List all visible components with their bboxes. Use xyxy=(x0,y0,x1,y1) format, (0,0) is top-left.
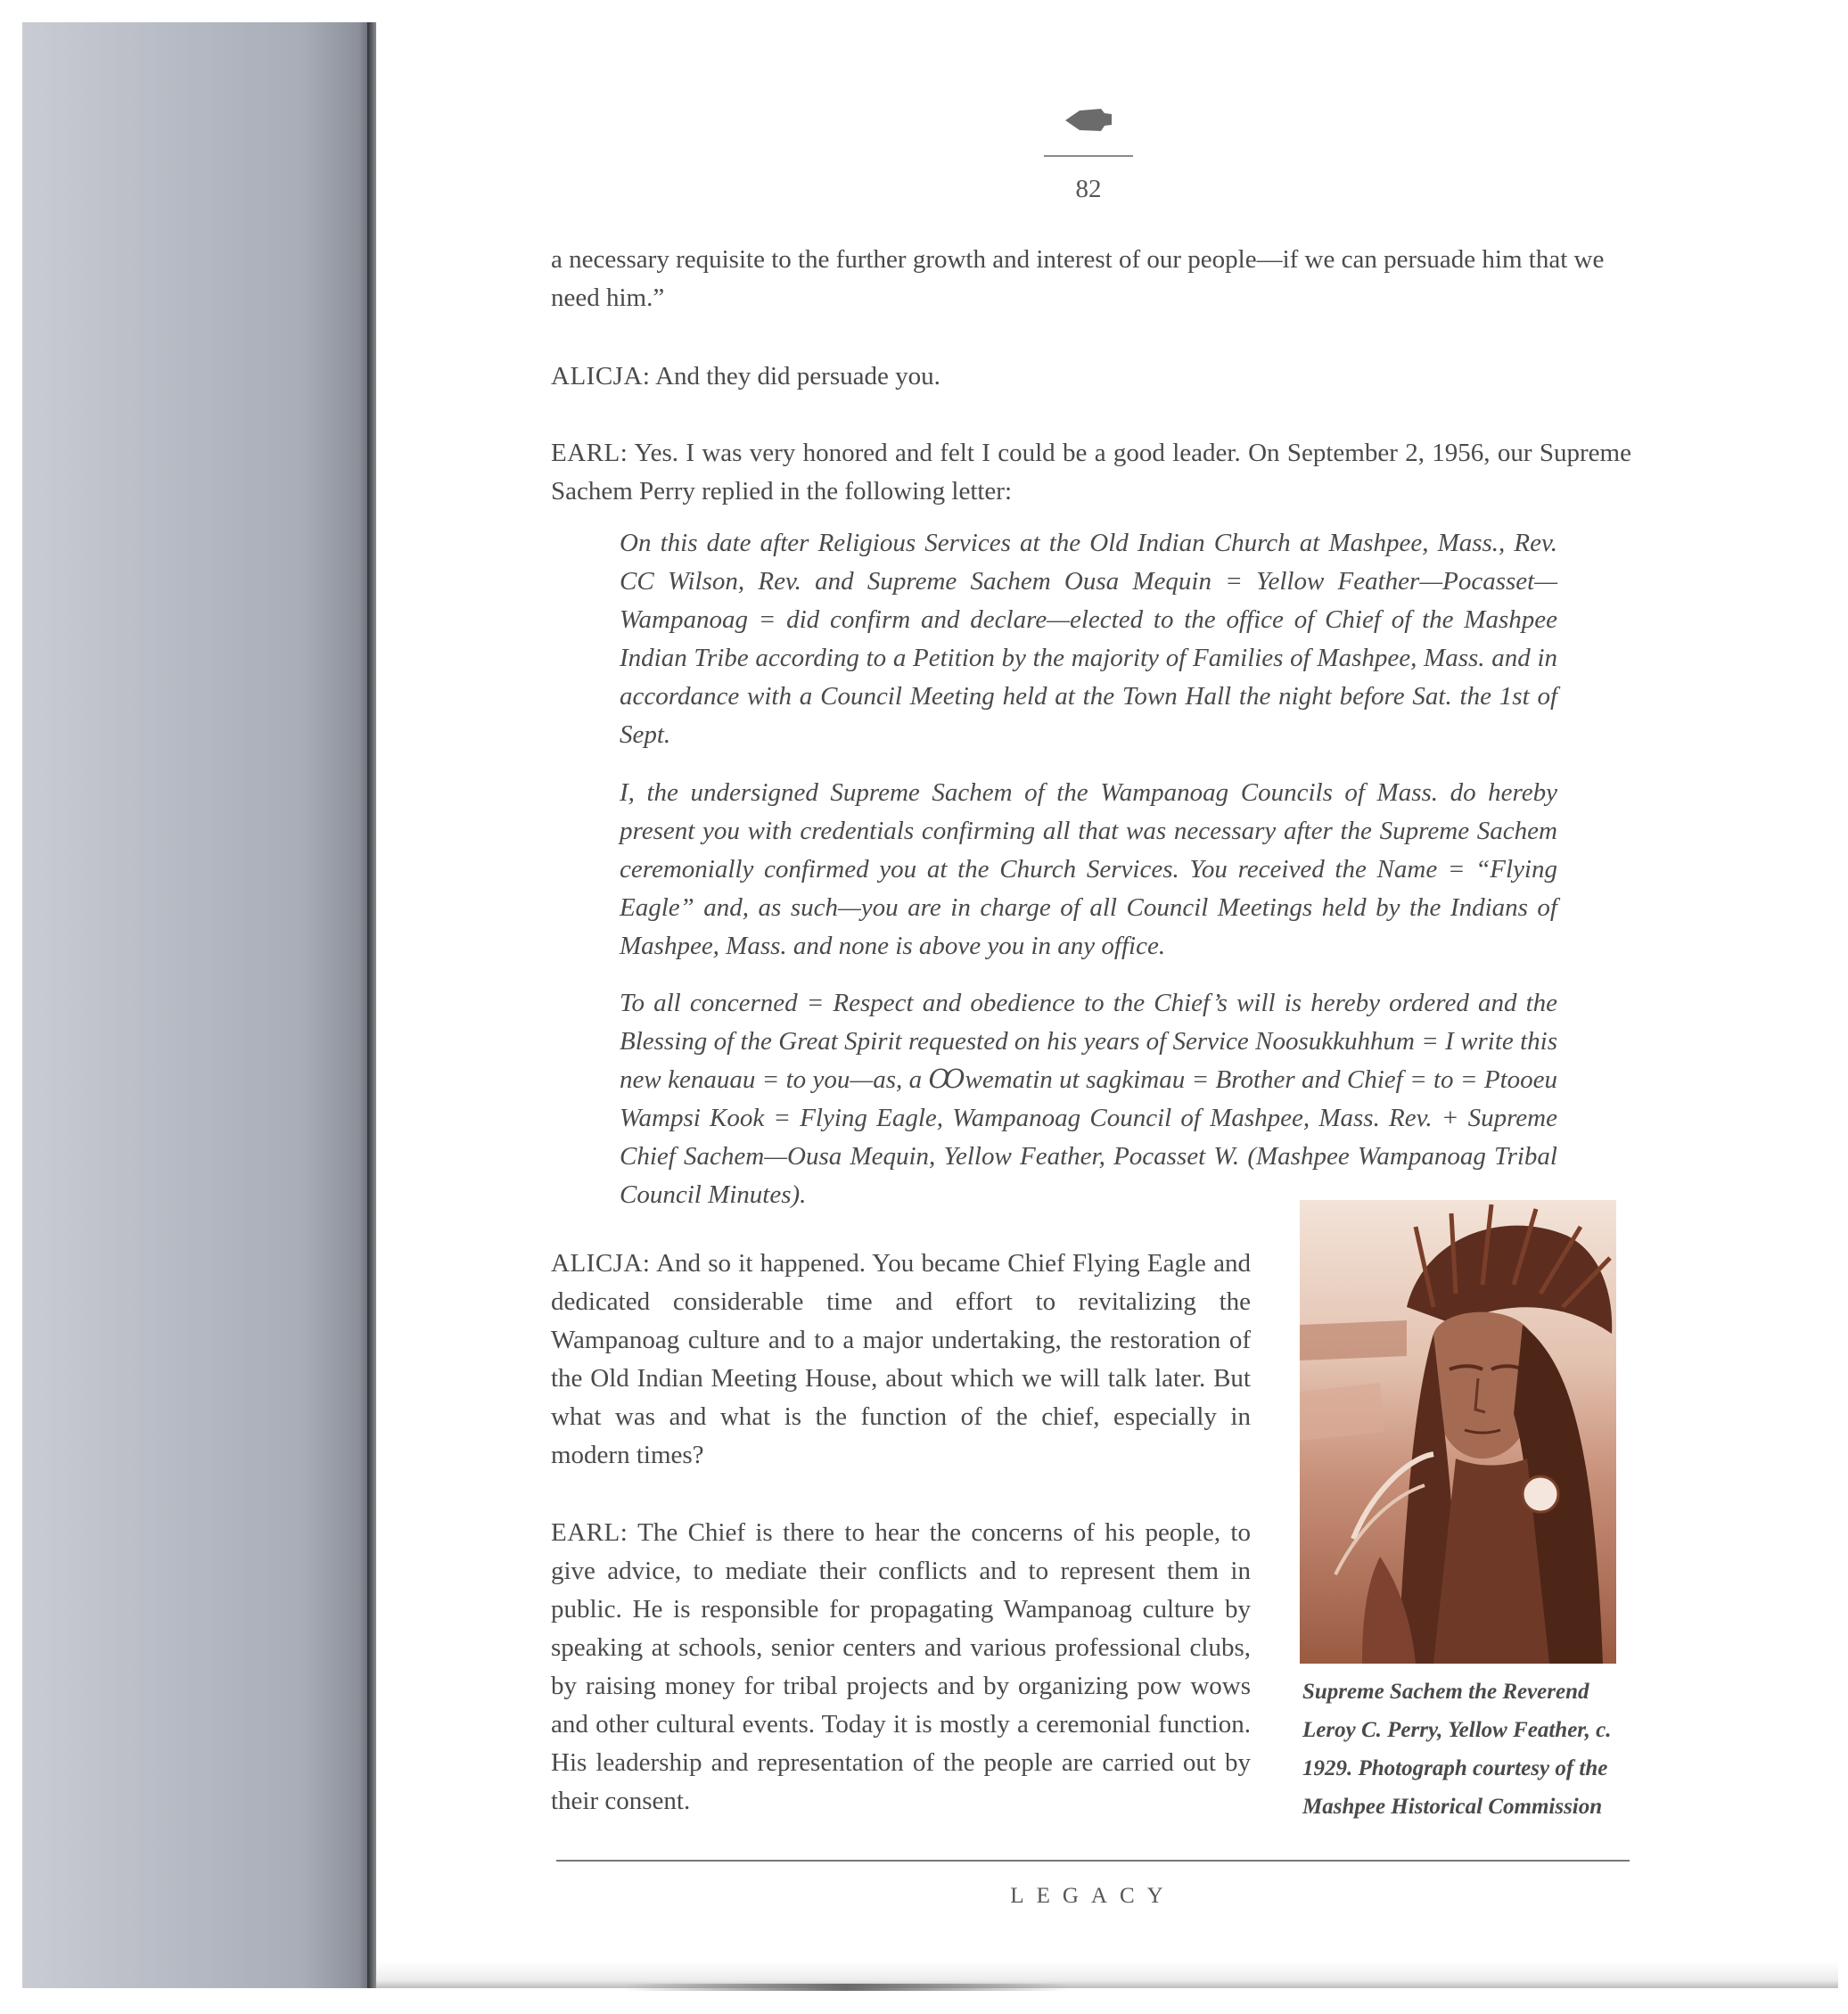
paragraph-continuation: a necessary requisite to the further growth and interest of our people—if we can persuade him that we need him.” xyxy=(551,245,1605,312)
paragraph-alicja-1 xyxy=(551,358,1631,396)
paragraph-text: And so it happened. You became Chief Flying Eagle and dedicated considerable time and effort to revitalizing the Wampanoag culture and to a major undertaking, the restoration of the Old Indian Meeting House, about which we will talk later. But what was and what is the function of the chief, especially in modern times? xyxy=(551,1249,1251,1469)
letter-quote-3: To all concerned = Respect and obedience to the Chief’s will is hereby ordered and the Blessing of the Great Spirit requested on his years of Service Noosukkuhhum = I write this new kenauau = to you—as, a Ꝏwematin ut sagkimau = Brother and Chief = to = Ptooeu Wampsi Kook = Flying Eagle, Wampanoag Council of Mashpee, Mass. Rev. + Supreme Chief Sachem—Ousa Mequin, Yellow Feather, Pocasset W. (Mashpee Wampanoag Tribal Council Minutes). xyxy=(620,989,1557,1209)
photo-caption: Supreme Sachem the Reverend Leroy C. Perry, Yellow Feather, c. 1929. Photograph courtesy of the Mashpee Historical Commission xyxy=(1302,1680,1612,1819)
running-footer: LEGACY xyxy=(1010,1884,1176,1908)
paragraph-alicja-2 xyxy=(551,1245,1251,1475)
speaker-label: ALICJA: xyxy=(551,1249,651,1278)
paragraph-text: Yes. I was very honored and felt I could be a good leader. On September 2, 1956, our Supreme Sachem Perry replied in the following letter: xyxy=(551,439,1631,506)
portrait-photo xyxy=(1300,1200,1616,1664)
scan-mark xyxy=(624,1984,1070,1991)
paragraph-text: And they did persuade you. xyxy=(655,362,940,390)
arrowhead-icon xyxy=(1065,107,1112,134)
paragraph-text: The Chief is there to hear the concerns of his people, to give advice, to mediate their conflicts and to represent them in public. He is responsible for propagating Wampanoag culture by speaking at schools, senior centers and various professional clubs, by raising money for tribal projects and by organizing pow wows and other cultural events. Today it is mostly a ceremonial function. His leadership and representation of the people are carried out by their consent. xyxy=(551,1518,1251,1815)
letter-quote-1: On this date after Religious Services at the Old Indian Church at Mashpee, Mass., Rev. CC Wilson, Rev. and Supreme Sachem Ousa Mequin = Yellow Feather—Pocasset—Wampanoag = did confirm and declare—elected to the office of Chief of the Mashpee Indian Tribe according to a Petition by the majority of Families of Mashpee, Mass. and in accordance with a Council Meeting held at the Town Hall the night before Sat. the 1st of Sept. xyxy=(620,529,1557,749)
speaker-label: ALICJA: xyxy=(551,362,651,390)
footer-rule xyxy=(556,1860,1630,1862)
speaker-label: EARL: xyxy=(551,439,628,467)
page-bottom-edge xyxy=(376,1961,1838,1988)
page-number: 82 xyxy=(1075,175,1102,203)
speaker-label: EARL: xyxy=(551,1518,628,1547)
header-rule xyxy=(1044,155,1133,157)
paragraph-earl-2 xyxy=(551,1514,1251,1821)
book-gutter xyxy=(367,22,376,1988)
letter-quote-2: I, the undersigned Supreme Sachem of the Wampanoag Councils of Mass. do hereby present you with credentials confirming all that was necessary after the Supreme Sachem ceremonially confirmed you at the Church Services. You received the Name = “Flying Eagle” and, as such—you are in charge of all Council Meetings held by the Indians of Mashpee, Mass. and none is above you in any office. xyxy=(620,778,1557,960)
paragraph-earl-1 xyxy=(551,434,1631,511)
book-spine-shadow xyxy=(22,22,373,1988)
